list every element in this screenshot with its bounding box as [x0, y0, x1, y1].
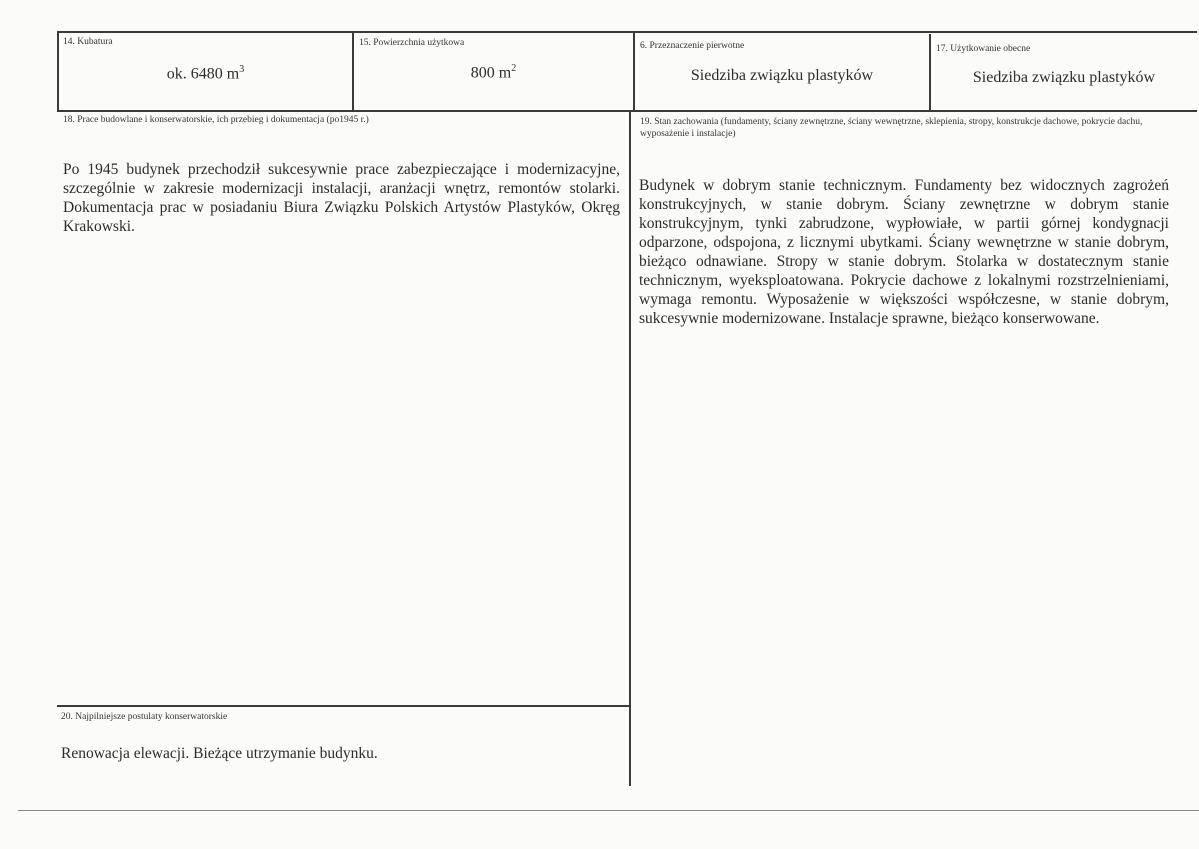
postulaty-text: Renowacja elewacji. Bieżące utrzymanie budynku. — [61, 745, 378, 762]
prace-label: 18. Prace budowlane i konserwatorskie, ich przebieg i dokumentacja (po1945 r.) — [63, 115, 369, 125]
vertical-divider-main — [629, 110, 631, 786]
przeznaczenie-label: 6. Przeznaczenie pierwotne — [640, 41, 745, 51]
postulaty-border — [57, 705, 630, 707]
kubatura-label: 14. Kubatura — [63, 37, 113, 47]
kubatura-value: ok. 6480 $m^3$ — [166, 64, 245, 83]
stan-label: 19. Stan zachowania (fundamenty, ściany zewnętrzne, ściany wewnętrzne, sklepienia, stropy, konstrukcje dachowe, pokrycie dachu, wyposażenie i instalacje) — [640, 117, 1143, 139]
przeznaczenie-value: Siedziba związku plastyków — [690, 67, 874, 84]
uzytkowanie-label: 17. Użytkowanie obecne — [936, 44, 1031, 54]
powierzchnia-value: 800 $m^2$ — [470, 63, 517, 82]
stan-text: Budynek w dobrym stanie technicznym. Fundamenty bez widocznych zagrożeń konstrukcyjnych, w stanie dobrym. Ściany zewnętrzne w dobrym stanie konstrukcyjnym, tynki zabrudzone, wypłowiałe, w partii górnej kondygnacji odparzone, odspojona, z licznymi ubytkami. Ściany wewnętrzne w stanie dobrym, bieżąco odnawiane. Stropy w stanie dobrym. Stolarka w dostatecznym stanie technicznym, wyeksploatowana. Pokrycie dachowe z lokalnymi rozstrzelnieniami, wymaga remontu. Wyposażenie w większości współczesne, w stanie dobrym, sukcesywnie modernizowane. Instalacje sprawne, bieżąco konserwowane. — [639, 177, 1169, 327]
powierzchnia-label: 15. Powierzchnia użytkowa — [359, 38, 465, 48]
prace-text: Po 1945 budynek przechodził sukcesywnie prace zabezpieczające i modernizacyjne, szczególnie w zakresie modernizacji instalacji, aranżacji wnętrz, remontów stolarki. Dokumentacja prac w posiadaniu Biura Związku Polskich Artystów Plastyków, Okręg Krakowski. — [63, 161, 620, 235]
uzytkowanie-value: Siedziba związku plastyków — [972, 69, 1156, 86]
postulaty-label: 20. Najpilniejsze postulaty konserwatorskie — [61, 712, 228, 722]
header-row-border — [57, 110, 1197, 112]
bottom-border — [18, 810, 1199, 811]
top-border — [57, 31, 1197, 33]
